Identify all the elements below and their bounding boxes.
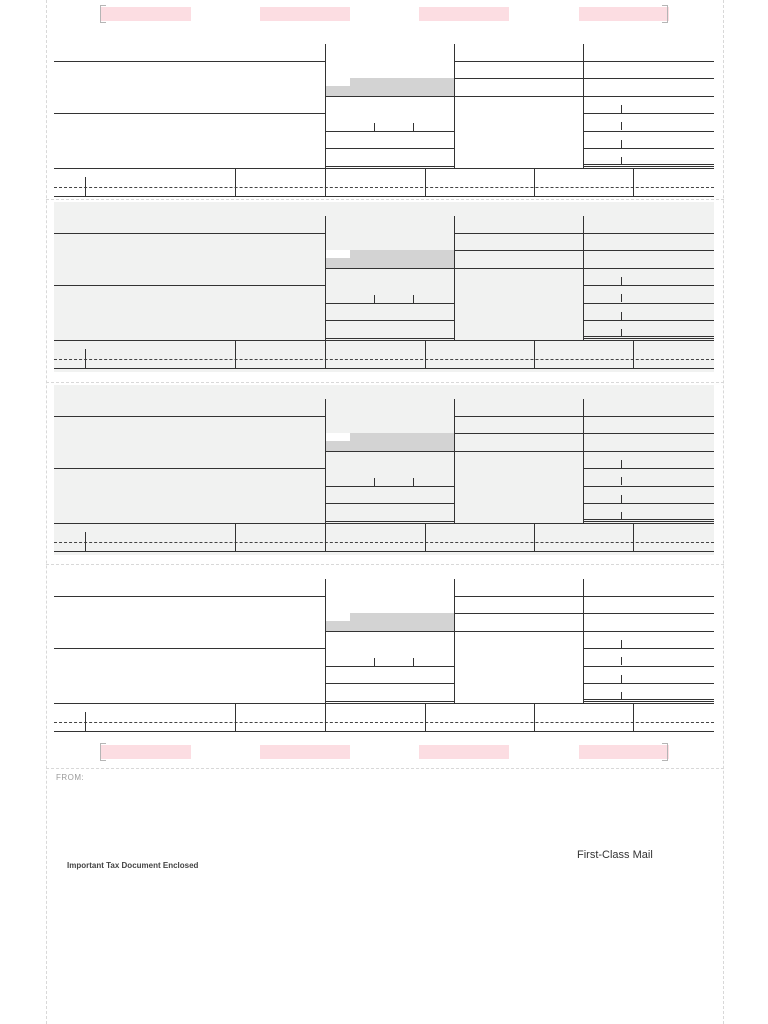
box-line	[325, 701, 454, 702]
box-line	[454, 96, 583, 97]
box-line	[454, 250, 583, 251]
bottom-strip-bottom	[54, 731, 714, 732]
strip-divider	[534, 168, 535, 196]
recipient-field-line	[54, 468, 325, 469]
box-line	[325, 503, 454, 504]
field-notch	[326, 250, 350, 258]
bottom-strip-top	[54, 340, 714, 341]
box-line	[583, 166, 714, 167]
box-line	[583, 338, 714, 339]
registration-mark	[101, 745, 191, 759]
box-line	[583, 78, 714, 79]
strip-divider	[534, 703, 535, 731]
form-copy-2	[54, 202, 714, 372]
box-line	[325, 486, 454, 487]
tick-mark	[621, 675, 622, 683]
strip-tick	[85, 349, 86, 368]
envelope-fold-line	[46, 768, 724, 769]
column-divider	[454, 399, 455, 523]
strip-divider	[633, 340, 634, 368]
form-background	[54, 30, 714, 200]
tick-mark	[621, 157, 622, 165]
field-notch	[326, 613, 350, 621]
bottom-strip-dashed	[54, 359, 714, 360]
box-line	[583, 131, 714, 132]
strip-divider	[325, 703, 326, 731]
bottom-strip-bottom	[54, 368, 714, 369]
box-line	[583, 503, 714, 504]
recipient-field-line	[54, 285, 325, 286]
strip-tick	[85, 532, 86, 551]
bottom-strip-top	[54, 523, 714, 524]
box-line	[325, 683, 454, 684]
payer-field-line	[54, 233, 325, 234]
form-separator-2	[46, 382, 724, 383]
box-line	[454, 233, 583, 234]
bottom-strip-dashed	[54, 542, 714, 543]
box-line	[583, 320, 714, 321]
column-divider	[325, 44, 326, 168]
strip-divider	[534, 340, 535, 368]
form-copy-3	[54, 385, 714, 555]
registration-mark	[419, 745, 509, 759]
box-line	[325, 303, 454, 304]
box-line	[325, 521, 454, 522]
box-line	[583, 486, 714, 487]
tax-document-notice: Important Tax Document Enclosed	[67, 861, 199, 870]
strip-divider	[325, 168, 326, 196]
crop-mark-bottom-right	[662, 743, 668, 761]
tick-mark	[374, 658, 375, 666]
box-line	[583, 613, 714, 614]
box-line	[583, 285, 714, 286]
strip-divider	[235, 703, 236, 731]
tick-mark	[621, 312, 622, 320]
strip-divider	[534, 523, 535, 551]
tick-mark	[621, 657, 622, 665]
bottom-strip-bottom	[54, 551, 714, 552]
tick-mark	[413, 658, 414, 666]
box-line	[583, 451, 714, 452]
form-background	[54, 565, 714, 735]
box-line	[583, 666, 714, 667]
box-line	[583, 683, 714, 684]
box-line	[325, 96, 454, 97]
tick-mark	[621, 122, 622, 130]
strip-divider	[425, 168, 426, 196]
box-line	[583, 521, 714, 522]
column-divider	[454, 216, 455, 340]
form-copy-1	[54, 30, 714, 200]
box-line	[325, 338, 454, 339]
box-line	[454, 613, 583, 614]
box-line	[454, 433, 583, 434]
strip-divider	[425, 523, 426, 551]
bottom-strip-top	[54, 168, 714, 169]
tick-mark	[413, 478, 414, 486]
strip-tick	[85, 177, 86, 196]
box-line	[325, 131, 454, 132]
bottom-strip-dashed	[54, 722, 714, 723]
tick-mark	[374, 478, 375, 486]
column-divider	[583, 579, 584, 703]
recipient-field-line	[54, 648, 325, 649]
box-line	[454, 596, 583, 597]
tick-mark	[374, 295, 375, 303]
column-divider	[583, 44, 584, 168]
bottom-strip-dashed	[54, 187, 714, 188]
tick-mark	[621, 105, 622, 113]
strip-tick	[85, 712, 86, 731]
registration-mark	[419, 7, 509, 21]
column-divider	[583, 399, 584, 523]
registration-mark	[260, 7, 350, 21]
field-notch	[326, 78, 350, 86]
registration-mark	[260, 745, 350, 759]
tick-mark	[621, 495, 622, 503]
bottom-strip-top	[54, 703, 714, 704]
form-copy-4	[54, 565, 714, 735]
strip-divider	[325, 523, 326, 551]
box-line	[583, 433, 714, 434]
box-line	[454, 61, 583, 62]
tick-mark	[621, 512, 622, 520]
column-divider	[325, 216, 326, 340]
payer-field-line	[54, 596, 325, 597]
box-line	[454, 268, 583, 269]
crop-mark-top-right	[662, 5, 668, 23]
box-line	[583, 519, 714, 520]
box-line	[583, 596, 714, 597]
form-background	[54, 202, 714, 372]
box-line	[583, 468, 714, 469]
box-line	[583, 250, 714, 251]
column-divider	[583, 216, 584, 340]
box-line	[325, 148, 454, 149]
box-line	[583, 96, 714, 97]
box-line	[325, 320, 454, 321]
column-divider	[454, 44, 455, 168]
tick-mark	[621, 640, 622, 648]
box-line	[583, 113, 714, 114]
strip-divider	[235, 340, 236, 368]
box-line	[583, 699, 714, 700]
payer-field-line	[54, 416, 325, 417]
box-line	[583, 416, 714, 417]
box-line	[325, 166, 454, 167]
tick-mark	[413, 123, 414, 131]
box-line	[583, 648, 714, 649]
bottom-strip-bottom	[54, 196, 714, 197]
registration-mark	[579, 7, 669, 21]
column-divider	[325, 579, 326, 703]
from-label: FROM:	[56, 773, 85, 782]
left-perforation-line	[46, 0, 47, 1024]
strip-divider	[425, 340, 426, 368]
strip-divider	[325, 340, 326, 368]
field-notch	[326, 433, 350, 441]
tick-mark	[621, 460, 622, 468]
box-line	[325, 666, 454, 667]
box-line	[325, 631, 454, 632]
strip-divider	[633, 523, 634, 551]
strip-divider	[633, 703, 634, 731]
box-line	[454, 451, 583, 452]
box-line	[454, 631, 583, 632]
right-perforation-line	[723, 0, 724, 1024]
column-divider	[325, 399, 326, 523]
box-line	[583, 233, 714, 234]
registration-mark	[101, 7, 191, 21]
postage-class-label: First-Class Mail	[577, 849, 653, 861]
box-line	[454, 78, 583, 79]
box-line	[325, 451, 454, 452]
tick-mark	[621, 692, 622, 700]
box-line	[583, 631, 714, 632]
column-divider	[454, 579, 455, 703]
box-line	[583, 303, 714, 304]
payer-field-line	[54, 61, 325, 62]
box-line	[325, 268, 454, 269]
tick-mark	[621, 294, 622, 302]
strip-divider	[633, 168, 634, 196]
tick-mark	[621, 277, 622, 285]
box-line	[583, 164, 714, 165]
box-line	[583, 61, 714, 62]
strip-divider	[235, 168, 236, 196]
tick-mark	[413, 295, 414, 303]
box-line	[583, 148, 714, 149]
tick-mark	[374, 123, 375, 131]
recipient-field-line	[54, 113, 325, 114]
registration-mark	[579, 745, 669, 759]
tick-mark	[621, 477, 622, 485]
tick-mark	[621, 140, 622, 148]
box-line	[583, 701, 714, 702]
box-line	[454, 416, 583, 417]
form-background	[54, 385, 714, 555]
tick-mark	[621, 329, 622, 337]
box-line	[583, 336, 714, 337]
strip-divider	[425, 703, 426, 731]
box-line	[583, 268, 714, 269]
strip-divider	[235, 523, 236, 551]
